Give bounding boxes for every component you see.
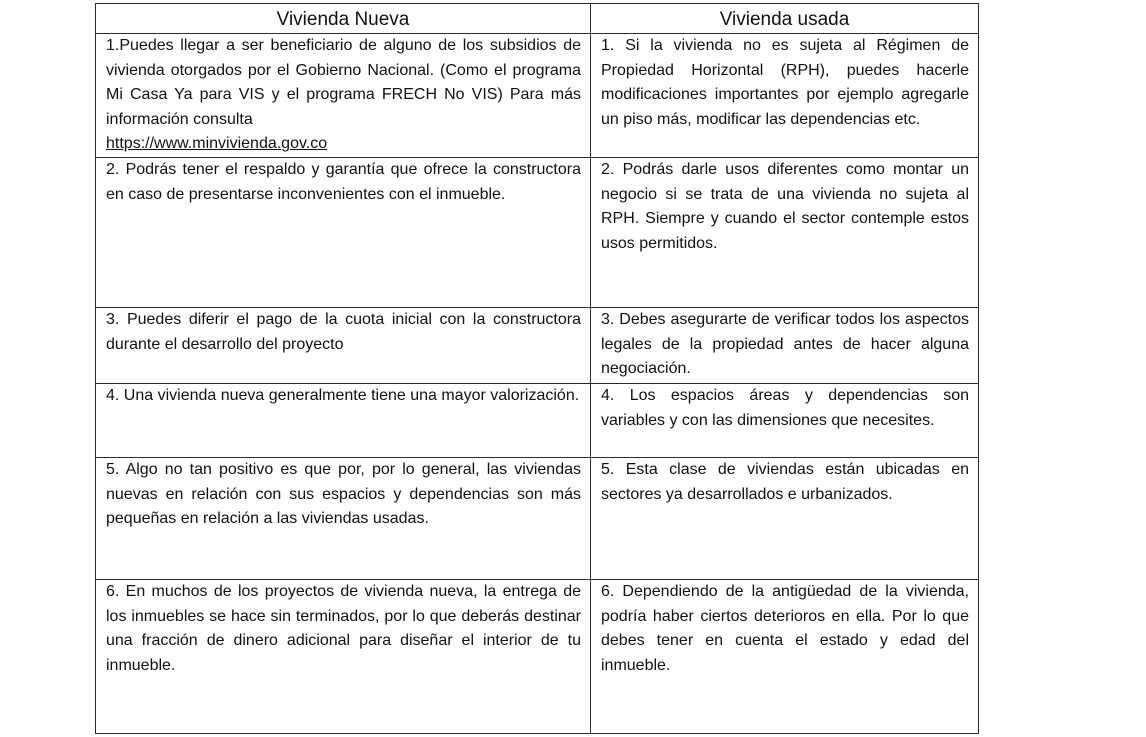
cell-usada-1-text: 1. Si la vivienda no es sujeta al Régimen de Propiedad Horizontal (RPH), puedes hacerle modificaciones importantes por ejemplo agregarle un piso más, modificar las dependencias etc. <box>601 37 969 128</box>
cell-usada-2-text: 2. Podrás darle usos diferentes como montar un negocio si se trata de una vivienda no sujeta al RPH. Siempre y cuando el sector contemple estos usos permitidos. <box>601 161 969 252</box>
header-vivienda-usada: Vivienda usada <box>591 4 979 34</box>
cell-nueva-1-text: 1.Puedes llegar a ser beneficiario de alguno de los subsidios de vivienda otorgados por el Gobierno Nacional. (Como el programa Mi Casa Ya para VIS y el programa FRECH No VIS) Para más información consulta <box>106 37 581 128</box>
cell-nueva-6 <box>96 580 591 734</box>
cell-nueva-3-text: 3. Puedes diferir el pago de la cuota inicial con la constructora durante el desarrollo del proyecto <box>106 311 581 353</box>
header-row <box>96 4 979 34</box>
cell-nueva-5-text: 5. Algo no tan positivo es que por, por lo general, las viviendas nuevas en relación con sus espacios y dependencias son más pequeñas en relación a las viviendas usadas. <box>106 461 581 528</box>
cell-usada-1 <box>591 34 979 158</box>
comparison-table <box>95 3 979 734</box>
cell-usada-4-text: 4. Los espacios áreas y dependencias son variables y con las dimensiones que necesites. <box>601 387 969 429</box>
table-row <box>96 580 979 734</box>
table-row <box>96 458 979 580</box>
cell-usada-6 <box>591 580 979 734</box>
cell-usada-5 <box>591 458 979 580</box>
cell-usada-2 <box>591 158 979 308</box>
cell-usada-3 <box>591 308 979 384</box>
cell-nueva-4 <box>96 384 591 458</box>
cell-usada-3-text: 3. Debes asegurarte de verificar todos los aspectos legales de la propiedad antes de hacer alguna negociación. <box>601 311 969 378</box>
cell-usada-4 <box>591 384 979 458</box>
minvivienda-link[interactable]: https://www.minvivienda.gov.co <box>106 135 328 153</box>
table-row <box>96 34 979 158</box>
cell-usada-5-text: 5. Esta clase de viviendas están ubicadas en sectores ya desarrollados e urbanizados. <box>601 461 969 503</box>
cell-nueva-4-text: 4. Una vivienda nueva generalmente tiene una mayor valorización. <box>106 387 580 404</box>
cell-nueva-6-text: 6. En muchos de los proyectos de vivienda nueva, la entrega de los inmuebles se hace sin terminados, por lo que deberás destinar una fracción de dinero adicional para diseñar el interior de tu inmueble. <box>106 583 581 674</box>
cell-nueva-2-text: 2. Podrás tener el respaldo y garantía que ofrece la constructora en caso de presentarse inconvenientes con el inmueble. <box>106 161 581 203</box>
table-row <box>96 308 979 384</box>
cell-nueva-3 <box>96 308 591 384</box>
table-row <box>96 384 979 458</box>
table-row <box>96 158 979 308</box>
cell-nueva-1 <box>96 34 591 158</box>
cell-nueva-2 <box>96 158 591 308</box>
header-vivienda-nueva: Vivienda Nueva <box>96 4 591 34</box>
cell-usada-6-text: 6. Dependiendo de la antigüedad de la vivienda, podría haber ciertos deterioros en ella. Por lo que debes tener en cuenta el estado y edad del inmueble. <box>601 583 969 674</box>
cell-nueva-5 <box>96 458 591 580</box>
